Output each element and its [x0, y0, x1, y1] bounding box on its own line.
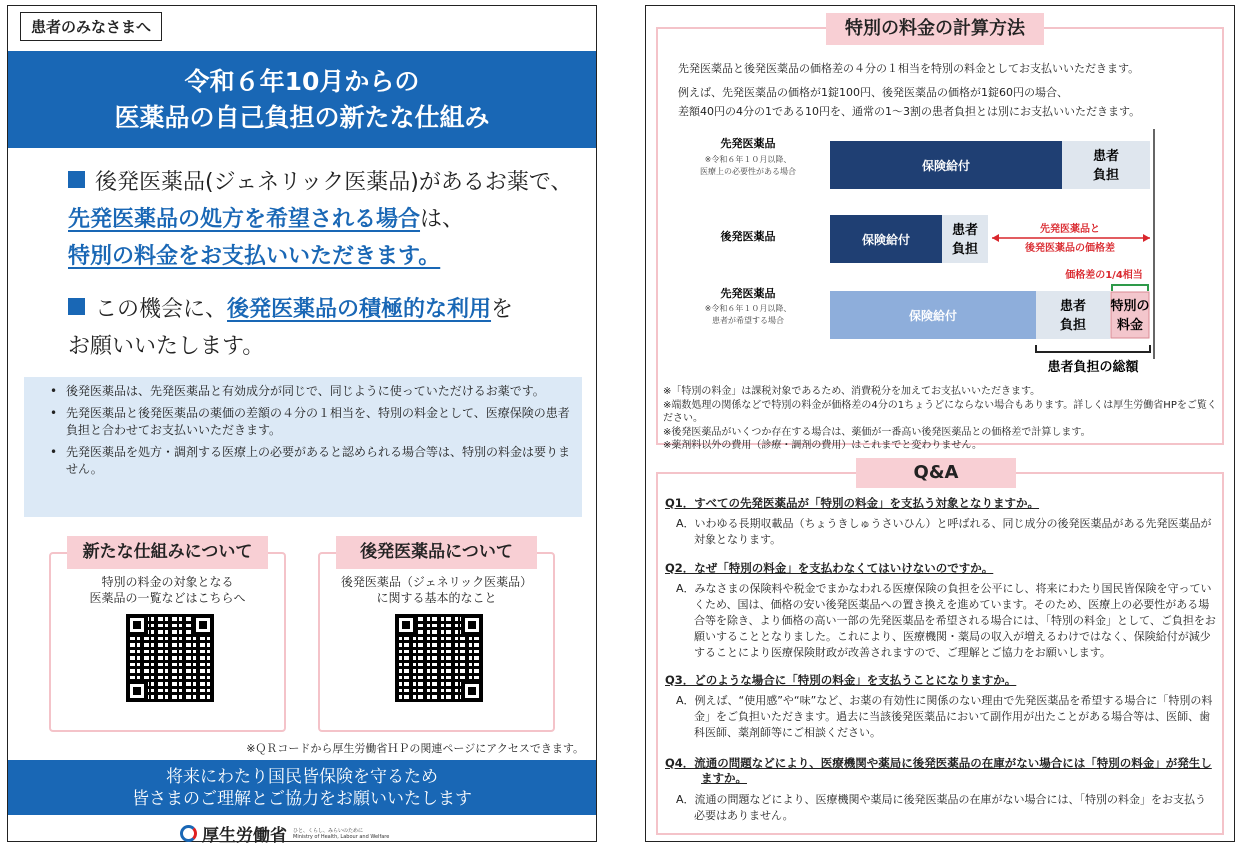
- quarter-bracket: [1112, 285, 1148, 291]
- note-item: • 先発医薬品を処方・調剤する医療上の必要があると認められる場合等は、特別の料金は要りません。: [44, 444, 570, 479]
- row2-patient-label: 患者: [951, 223, 979, 238]
- row3-sub: ※令和６年１０月以降、: [704, 304, 792, 313]
- ministry-tagline-jp: ひと、くらし、みらいのために: [293, 827, 364, 834]
- card-new-system: [49, 542, 286, 732]
- total-bracket: [1036, 345, 1150, 352]
- row2-patient-label: 負担: [951, 242, 979, 257]
- row3-patient-label: 患者: [1059, 299, 1087, 314]
- row3-sub: 患者が希望する場合: [712, 316, 784, 325]
- qa-question: Q2．なぜ「特別の料金」を支払わなくてはいけないのですか。: [665, 561, 994, 575]
- qr-note: ※ＱＲコードから厚生労働省ＨＰの関連ページにアクセスできます。: [246, 742, 584, 755]
- ministry-mark-icon: [180, 825, 197, 842]
- qa-section: [656, 462, 1224, 835]
- row1-sub: ※令和６年１０月以降、: [704, 155, 792, 164]
- row1-insurance-label: 保険給付: [921, 159, 971, 173]
- notes-box: [24, 377, 582, 517]
- calc-note: ※「特別の料金」は課税対象であるため、消費税分を加えてお支払いいただきます。: [663, 386, 1041, 397]
- title-band: [8, 51, 596, 148]
- point-generic-preference: [68, 164, 572, 275]
- square-bullet-icon: [68, 171, 85, 188]
- row3-insurance-label: 保険給付: [908, 309, 958, 323]
- qr-code-icon[interactable]: [395, 614, 483, 702]
- calc-note: ※後発医薬品がいくつか存在する場合は、薬価が一番高い後発医薬品との価格差で計算します。: [663, 426, 1091, 438]
- note-item: • 後発医薬品は、先発医薬品と有効成分が同じで、同じように使っていただけるお薬です。: [44, 383, 570, 401]
- ministry-tagline-en: Ministry of Health, Labour and Welfare: [293, 833, 390, 840]
- row1-label: 先発医薬品: [720, 137, 776, 150]
- qa-question: Q1．すべての先発医薬品が「特別の料金」を支払う対象となりますか。: [665, 496, 1040, 510]
- qa-answer: A．いわゆる長期収載品（ちょうきしゅうさいひん）と呼ばれる、同じ成分の後発医薬品がある先発医薬品が対象となります。: [676, 517, 1212, 546]
- calc-example: 例えば、先発医薬品の価格が1錠100円、後発医薬品の価格が1錠60円の場合、: [678, 86, 1068, 99]
- calc-note: ※端数処理の関係などで特別の料金が価格差の4分の1ちょうどにならない場合もあります。詳しくは厚生労働省HPをご覧ください。: [663, 399, 1217, 424]
- calc-explanation: 先発医薬品と後発医薬品の価格差の４分の１相当を特別の料金としてお支払いいただきます。: [678, 62, 1140, 75]
- row3-patient-label: 負担: [1059, 318, 1087, 333]
- qa-answer: A．流通の問題などにより、医療機関や薬局に後発医薬品の在庫がない場合には、「特別の料金」をお支払う必要はありません。: [676, 793, 1207, 822]
- row3-label: 先発医薬品: [720, 287, 776, 300]
- point1-line1: 後発医薬品(ジェネリック医薬品)があるお薬で、: [95, 170, 573, 195]
- card-desc-line: 特別の料金の対象となる: [101, 575, 234, 589]
- point2-emphasis: 後発医薬品の積極的な利用: [227, 297, 492, 322]
- calc-example: 差額40円の4分の1である10円を、通常の1～3割の患者負担とは別にお支払いいただきます。: [678, 105, 1141, 118]
- qa-question: Q4．流通の問題などにより、医療機関や薬局に後発医薬品の在庫がない場合には「特別の料金」が発生しますか。: [665, 756, 1212, 785]
- row2-label: 後発医薬品: [720, 230, 776, 243]
- calc-notes: [663, 385, 1223, 453]
- ministry-tagline: [293, 828, 389, 840]
- total-label: 患者負担の総額: [1047, 360, 1139, 375]
- card-title: 後発医薬品について: [336, 536, 537, 569]
- row1-patient-label: 負担: [1092, 168, 1120, 183]
- row2-insurance-label: 保険給付: [861, 233, 911, 247]
- audience-tag: 患者のみなさまへ: [20, 12, 162, 41]
- qr-code-icon[interactable]: [126, 614, 214, 702]
- qa-title: Q&A: [856, 458, 1016, 488]
- card-description: [320, 574, 553, 606]
- card-desc-line: 後発医薬品（ジェネリック医薬品）: [340, 575, 533, 589]
- title-line-2: 医薬品の自己負担の新たな仕組み: [114, 103, 490, 132]
- qa-question: Q3．どのような場合に「特別の料金」を支払うことになりますか。: [665, 673, 1017, 687]
- square-bullet-icon: [68, 298, 85, 315]
- card-desc-line: に関する基本的なこと: [376, 591, 497, 605]
- qa-answer: A．みなさまの保険料や税金でまかなわれる医療保険の負担を公平にし、将来にわたり国民皆保険を守っていくため、国は、価格の安い後発医薬品への置き換えを進めています。そのため、医療上の必要性がある場合等を除き、より価格の高い一部の先発医薬品を希望される場合には、「特別の料金」として、ご負担をお願いすることとなりました。これにより、医療機関・薬局の収入が増えるわけではなく、保険給付が減少することにより医療保険財政が改善されますので、ご理解とご協力をお願いします。: [676, 582, 1216, 659]
- row1-sub: 医療上の必要性がある場合: [700, 167, 796, 176]
- card-description: [51, 574, 284, 606]
- closing-line-2: 皆さまのご理解とご協力をお願いいたします: [132, 789, 472, 809]
- point1-emphasis-1: 先発医薬品の処方を希望される場合: [68, 207, 421, 232]
- ministry-name: 厚生労働省: [202, 826, 287, 846]
- closing-band: [8, 760, 596, 815]
- point1-line2-rest: は、: [420, 207, 465, 232]
- price-difference-label: 後発医薬品の価格差: [1025, 243, 1115, 254]
- closing-line-1: 将来にわたり国民皆保険を守るため: [166, 767, 438, 787]
- special-fee-label: 特別の: [1110, 299, 1150, 314]
- ministry-logo: [180, 821, 389, 846]
- point1-emphasis-2: 特別の料金をお支払いいただきます。: [68, 244, 441, 269]
- special-fee-label: 料金: [1116, 318, 1144, 333]
- leaflet-back: [645, 5, 1235, 842]
- row1-patient-label: 患者: [1092, 149, 1120, 164]
- point2-line1-pre: この機会に、: [95, 297, 228, 322]
- calculation-section: [656, 18, 1224, 451]
- point2-line2: お願いいたします。: [68, 334, 265, 359]
- title-line-1: 令和６年10月からの: [184, 67, 420, 96]
- price-difference-label: 先発医薬品と: [1040, 224, 1100, 235]
- note-item: • 先発医薬品と後発医薬品の薬価の差額の４分の１相当を、特別の料金として、医療保険の患者負担と合わせてお支払いいただきます。: [44, 405, 570, 440]
- point-generic-use: [68, 291, 513, 365]
- quarter-difference-label: 価格差の1/4相当: [1065, 270, 1143, 281]
- card-title: 新たな仕組みについて: [67, 536, 268, 569]
- point2-line1-rest: を: [491, 297, 514, 322]
- calculation-title: 特別の料金の計算方法: [826, 13, 1044, 45]
- leaflet-front: [7, 5, 597, 846]
- card-desc-line: 医薬品の一覧などはこちらへ: [89, 591, 246, 605]
- card-generic-drugs: [318, 542, 555, 732]
- qa-answer: A．例えば、“使用感”や“味”など、お薬の有効性に関係のない理由で先発医薬品を希望する場合に「特別の料金」をご負担いただきます。過去に当該後発医薬品において副作用が出たことがある場合等は、医師、歯科医師、薬剤師等にご相談ください。: [676, 694, 1213, 739]
- calc-note: ※薬剤料以外の費用（診療・調剤の費用）はこれまでと変わりません。: [663, 440, 982, 451]
